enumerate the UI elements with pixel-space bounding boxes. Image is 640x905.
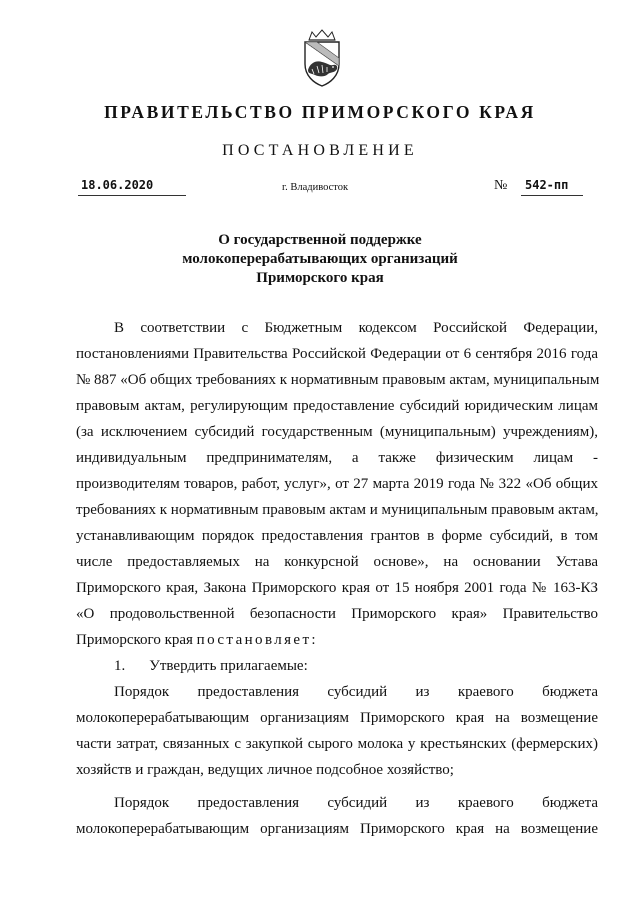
text-line: постановлениями Правительства Российской Федерации от 6 сентября 2016 года xyxy=(76,346,598,362)
text-line: части затрат, связанных с закупкой сырого молока у крестьянских (фермерских) xyxy=(76,736,598,752)
text-line: молокоперерабатывающим организациям Приморского края на возмещение xyxy=(76,710,598,726)
text-line: правовым актам, регулирующим предоставление субсидий юридическим лицам xyxy=(76,398,598,414)
text-line: (за исключением субсидий государственным (муниципальным) учреждениям), xyxy=(76,424,598,440)
procedure-paragraph xyxy=(76,679,598,783)
coat-of-arms-icon xyxy=(297,28,347,88)
text-line: требованиях к нормативным правовым актам и муниципальным правовым актам, xyxy=(76,502,599,518)
text-line: молокоперерабатывающим организациям Приморского края на возмещение xyxy=(76,821,598,837)
text-fragment: Приморского края xyxy=(76,632,193,648)
text-line: «О продовольственной безопасности Приморского края» Правительство xyxy=(76,606,598,622)
text-line: производителям товаров, работ, услуг», от 27 марта 2019 года № 322 «Об общих xyxy=(76,476,598,492)
document-heading xyxy=(0,231,640,288)
document-number-field xyxy=(521,178,583,196)
text-line: хозяйств и граждан, ведущих личное подсобное хозяйство; xyxy=(76,762,454,778)
document-date: 18.06.2020 xyxy=(81,178,154,192)
list-item-text: Утвердить прилагаемые: xyxy=(149,658,308,674)
text-line: числе предоставляемых на конкурсной основе», на основании Устава xyxy=(76,554,598,570)
text-line: устанавливающим порядок предоставления грантов в форме субсидий, в том xyxy=(76,528,598,544)
document-number: 542-пп xyxy=(525,178,569,192)
document-body xyxy=(76,315,598,842)
text-line: индивидуальным предпринимателям, а также физическим лицам - xyxy=(76,450,598,466)
decree-keyword: постановляет: xyxy=(196,632,319,648)
text-line: № 887 «Об общих требованиях к нормативным правовым актам, муниципальным xyxy=(76,372,600,388)
heading-line: молокоперерабатывающих организаций xyxy=(182,251,458,267)
text-line: Порядок предоставления субсидий из краевого бюджета xyxy=(114,684,598,700)
document-date-field xyxy=(78,178,186,196)
text-line: В соответствии с Бюджетным кодексом Российской Федерации, xyxy=(114,320,598,336)
preamble-paragraph xyxy=(76,315,598,653)
government-title: ПРАВИТЕЛЬСТВО ПРИМОРСКОГО КРАЯ xyxy=(104,102,536,122)
document-type: ПОСТАНОВЛЕНИЕ xyxy=(222,142,418,159)
list-item xyxy=(76,653,598,679)
text-line: Порядок предоставления субсидий из краевого бюджета xyxy=(114,795,598,811)
procedure-paragraph xyxy=(76,790,598,842)
heading-line: О государственной поддержке xyxy=(218,232,422,248)
text-line: Приморского края, Закона Приморского края от 15 ноября 2001 года № 163-КЗ xyxy=(76,580,598,596)
heading-line: Приморского края xyxy=(256,270,384,286)
text-line xyxy=(76,627,598,653)
number-sign: № xyxy=(494,178,508,193)
city-name: г. Владивосток xyxy=(282,182,349,193)
list-item-number: 1. xyxy=(114,658,126,674)
